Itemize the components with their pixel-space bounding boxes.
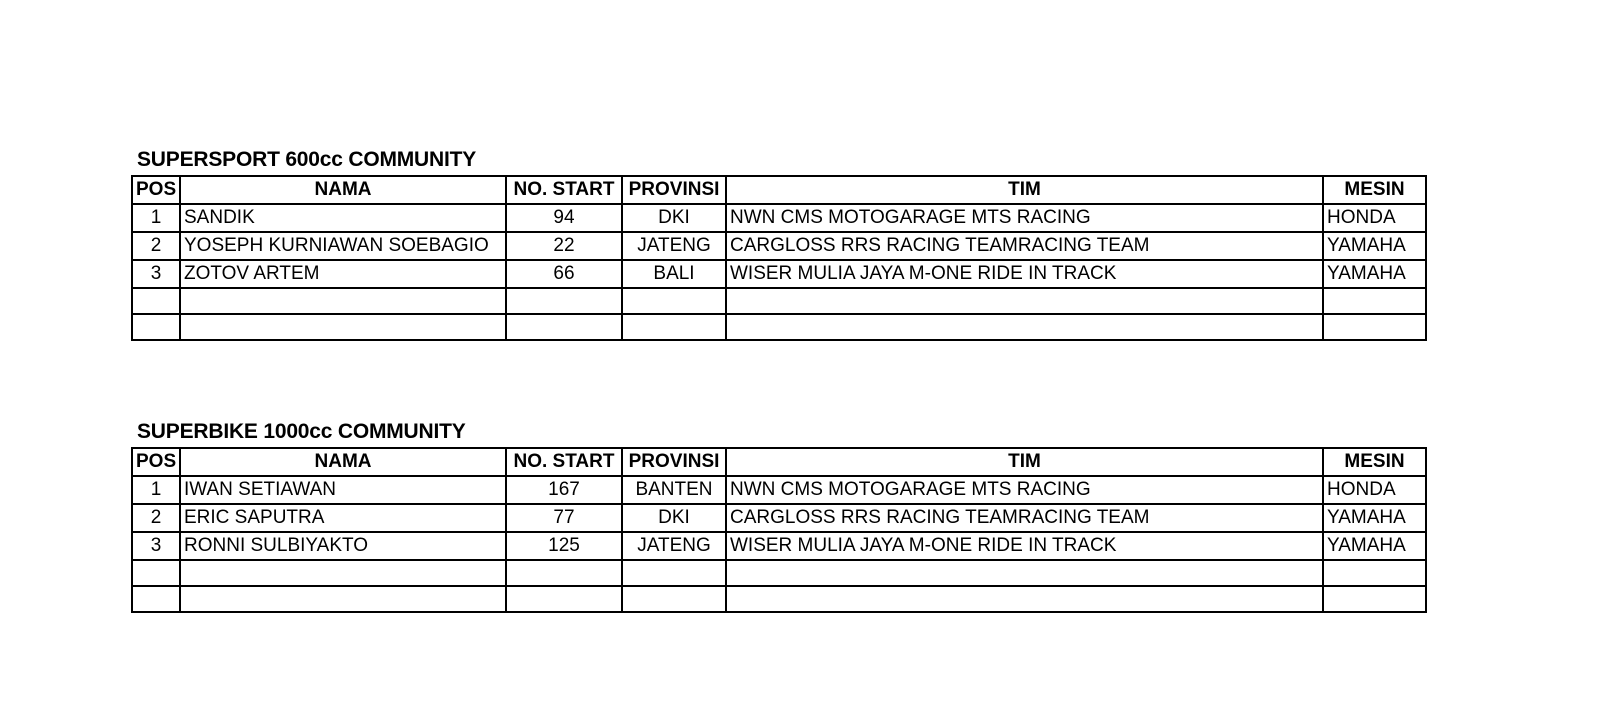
supersport-title: SUPERSPORT 600cc COMMUNITY: [137, 148, 477, 171]
header-provinsi: PROVINSI: [622, 176, 726, 204]
cell-pos: 1: [132, 476, 180, 504]
cell-mesin: YAMAHA: [1323, 532, 1426, 560]
cell-nama: [180, 314, 506, 340]
table-row-empty: [132, 586, 1426, 612]
cell-mesin: [1323, 314, 1426, 340]
header-tim: TIM: [726, 176, 1323, 204]
table-row: [132, 532, 1426, 560]
cell-provinsi: [622, 586, 726, 612]
cell-nama: RONNI SULBIYAKTO: [180, 532, 506, 560]
header-nama: NAMA: [180, 176, 506, 204]
cell-pos: 1: [132, 204, 180, 232]
cell-tim: [726, 560, 1323, 586]
table-row-empty: [132, 314, 1426, 340]
cell-tim: WISER MULIA JAYA M-ONE RIDE IN TRACK: [726, 532, 1323, 560]
cell-nama: SANDIK: [180, 204, 506, 232]
cell-provinsi: [622, 560, 726, 586]
cell-no-start: 77: [506, 504, 622, 532]
table-header-row: [132, 176, 1426, 204]
cell-no-start: 66: [506, 260, 622, 288]
table-row-empty: [132, 560, 1426, 586]
cell-tim: NWN CMS MOTOGARAGE MTS RACING: [726, 204, 1323, 232]
header-nama: NAMA: [180, 448, 506, 476]
supersport-results-table: [131, 175, 1427, 341]
cell-pos: [132, 586, 180, 612]
table-header-row: [132, 448, 1426, 476]
header-mesin: MESIN: [1323, 448, 1426, 476]
cell-mesin: [1323, 288, 1426, 314]
cell-tim: NWN CMS MOTOGARAGE MTS RACING: [726, 476, 1323, 504]
cell-tim: CARGLOSS RRS RACING TEAMRACING TEAM: [726, 504, 1323, 532]
cell-mesin: YAMAHA: [1323, 232, 1426, 260]
table-row: [132, 204, 1426, 232]
cell-tim: CARGLOSS RRS RACING TEAMRACING TEAM: [726, 232, 1323, 260]
cell-pos: [132, 560, 180, 586]
header-no-start: NO. START: [506, 448, 622, 476]
cell-mesin: [1323, 586, 1426, 612]
cell-provinsi: BALI: [622, 260, 726, 288]
cell-pos: 2: [132, 232, 180, 260]
superbike-section: [131, 417, 1425, 613]
cell-mesin: [1323, 560, 1426, 586]
cell-pos: 2: [132, 504, 180, 532]
cell-mesin: YAMAHA: [1323, 260, 1426, 288]
cell-provinsi: DKI: [622, 204, 726, 232]
cell-pos: 3: [132, 532, 180, 560]
header-no-start: NO. START: [506, 176, 622, 204]
cell-no-start: 167: [506, 476, 622, 504]
cell-nama: [180, 288, 506, 314]
cell-provinsi: BANTEN: [622, 476, 726, 504]
cell-pos: [132, 314, 180, 340]
cell-provinsi: DKI: [622, 504, 726, 532]
cell-mesin: HONDA: [1323, 204, 1426, 232]
cell-provinsi: JATENG: [622, 232, 726, 260]
cell-tim: [726, 288, 1323, 314]
table-row: [132, 476, 1426, 504]
cell-nama: [180, 586, 506, 612]
table-row: [132, 504, 1426, 532]
cell-provinsi: [622, 314, 726, 340]
cell-no-start: [506, 314, 622, 340]
cell-pos: [132, 288, 180, 314]
cell-nama: ZOTOV ARTEM: [180, 260, 506, 288]
cell-nama: ERIC SAPUTRA: [180, 504, 506, 532]
table-row: [132, 232, 1426, 260]
cell-no-start: [506, 288, 622, 314]
header-mesin: MESIN: [1323, 176, 1426, 204]
superbike-results-table: [131, 447, 1427, 613]
cell-nama: YOSEPH KURNIAWAN SOEBAGIO: [180, 232, 506, 260]
cell-no-start: [506, 586, 622, 612]
header-pos: POS: [132, 176, 180, 204]
supersport-section: [131, 145, 1425, 341]
cell-pos: 3: [132, 260, 180, 288]
cell-no-start: 94: [506, 204, 622, 232]
header-provinsi: PROVINSI: [622, 448, 726, 476]
superbike-title: SUPERBIKE 1000cc COMMUNITY: [137, 420, 466, 443]
cell-no-start: [506, 560, 622, 586]
header-tim: TIM: [726, 448, 1323, 476]
cell-no-start: 22: [506, 232, 622, 260]
cell-mesin: HONDA: [1323, 476, 1426, 504]
cell-nama: [180, 560, 506, 586]
cell-tim: [726, 586, 1323, 612]
cell-tim: [726, 314, 1323, 340]
cell-mesin: YAMAHA: [1323, 504, 1426, 532]
cell-provinsi: [622, 288, 726, 314]
header-pos: POS: [132, 448, 180, 476]
cell-tim: WISER MULIA JAYA M-ONE RIDE IN TRACK: [726, 260, 1323, 288]
cell-no-start: 125: [506, 532, 622, 560]
table-row: [132, 260, 1426, 288]
cell-nama: IWAN SETIAWAN: [180, 476, 506, 504]
cell-provinsi: JATENG: [622, 532, 726, 560]
table-row-empty: [132, 288, 1426, 314]
